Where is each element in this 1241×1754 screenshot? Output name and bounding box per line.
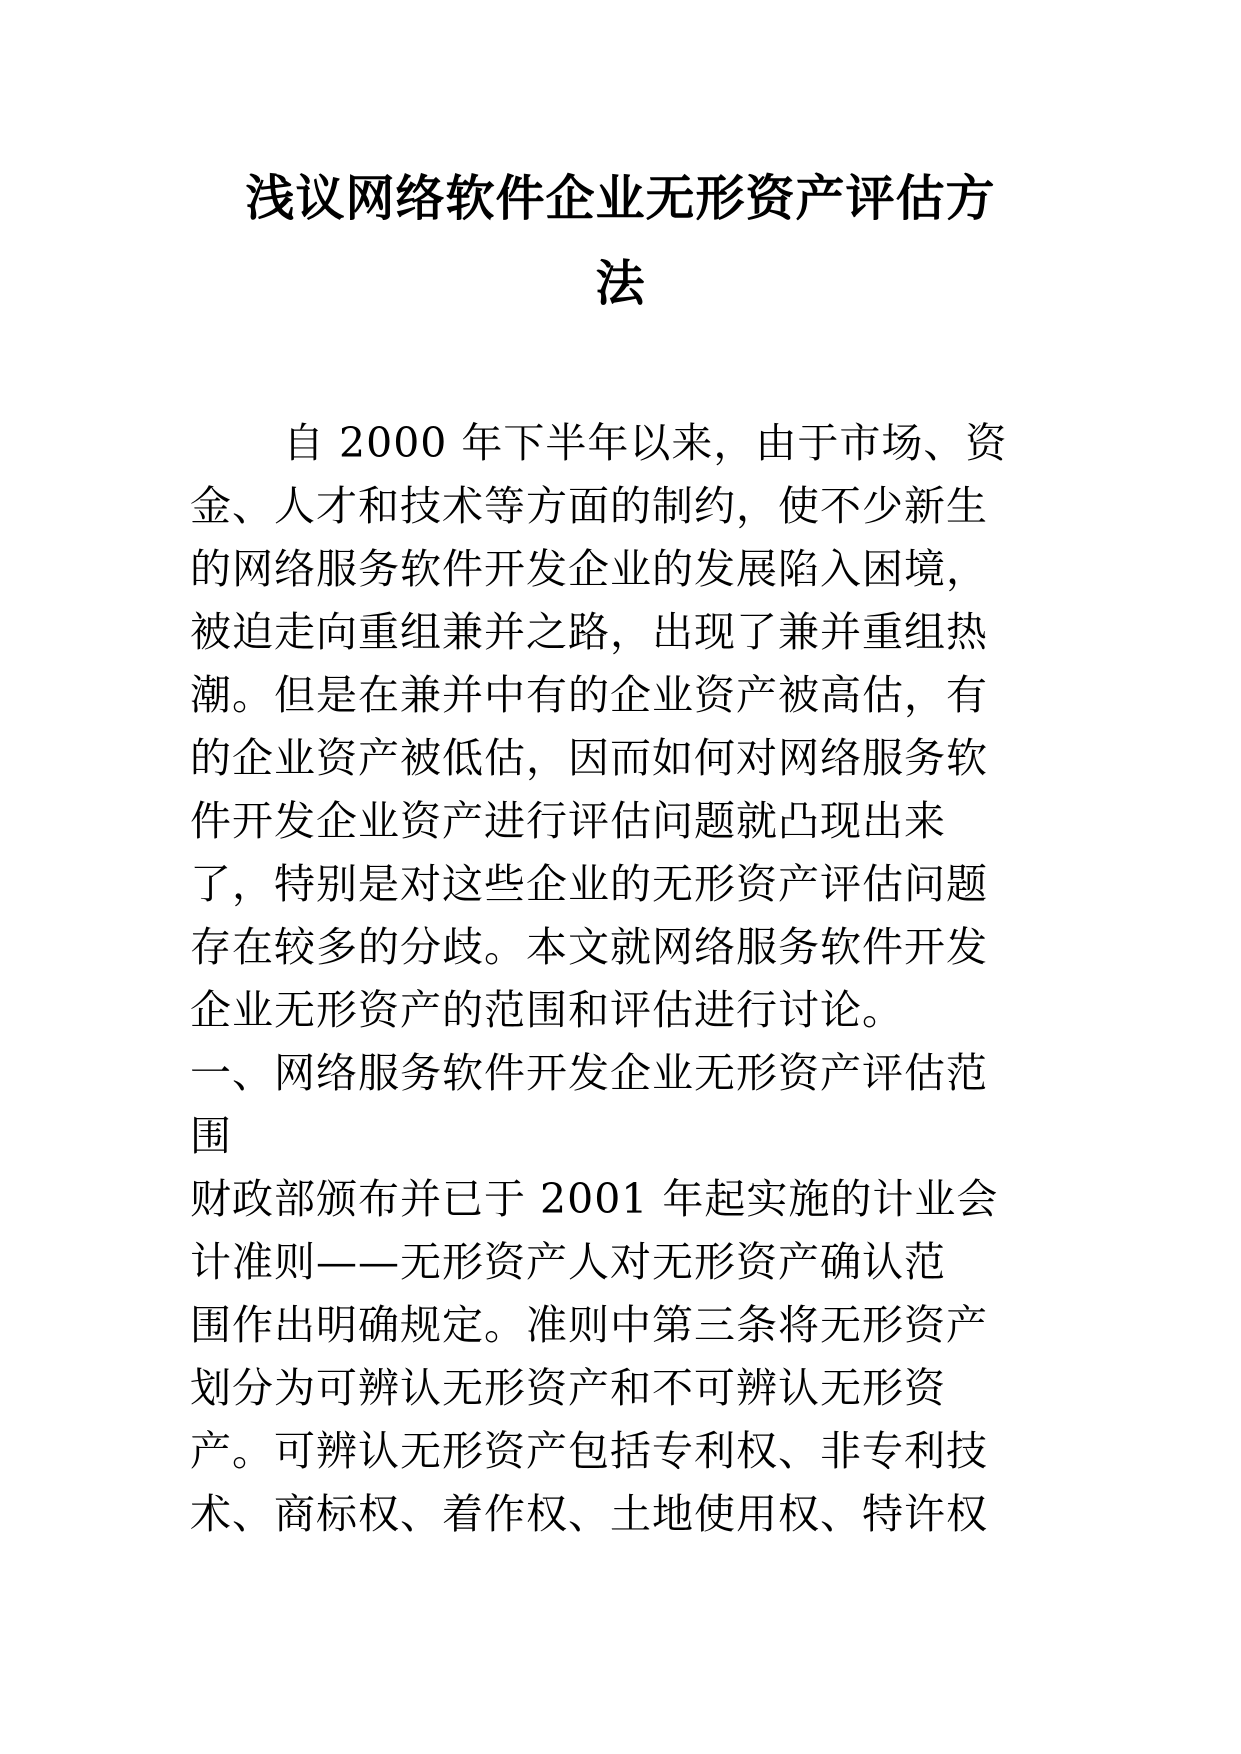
paragraph-line: 企业无形资产的范围和评估进行讨论。 bbox=[190, 986, 904, 1034]
paragraph-line: 被迫走向重组兼并之路，出现了兼并重组热 bbox=[190, 608, 988, 656]
paragraph-line: 的企业资产被低估，因而如何对网络服务软 bbox=[190, 734, 988, 782]
paragraph-line: 术、商标权、着作权、土地使用权、特许权 bbox=[190, 1490, 988, 1538]
title-line: 浅议网络软件企业无形资产评估方 bbox=[245, 170, 996, 227]
paragraph-line: 金、人才和技术等方面的制约，使不少新生 bbox=[190, 482, 988, 530]
paragraph-line: 产。可辨认无形资产包括专利权、非专利技 bbox=[190, 1427, 988, 1475]
title-line: 法 bbox=[595, 255, 646, 312]
paragraph-line: 围作出明确规定。准则中第三条将无形资产 bbox=[190, 1301, 988, 1349]
paragraph-line: 存在较多的分歧。本文就网络服务软件开发 bbox=[190, 923, 988, 971]
paragraph-line: 自 2000 年下半年以来，由于市场、资 bbox=[283, 419, 1008, 467]
paragraph-line: 财政部颁布并已于 2001 年起实施的计业会 bbox=[190, 1175, 999, 1223]
paragraph-line: 了，特别是对这些企业的无形资产评估问题 bbox=[190, 860, 988, 908]
paragraph-line: 潮。但是在兼并中有的企业资产被高估，有 bbox=[190, 671, 988, 719]
paragraph-line: 划分为可辨认无形资产和不可辨认无形资 bbox=[190, 1364, 946, 1412]
section-heading-line: 一、网络服务软件开发企业无形资产评估范 bbox=[190, 1049, 988, 1097]
paragraph-line: 的网络服务软件开发企业的发展陷入困境， bbox=[190, 545, 988, 593]
section-heading-line: 围 bbox=[190, 1112, 232, 1160]
paragraph-line: 件开发企业资产进行评估问题就凸现出来 bbox=[190, 797, 946, 845]
document-title bbox=[150, 156, 1091, 326]
paragraph-line: 计准则——无形资产人对无形资产确认范 bbox=[190, 1238, 946, 1286]
document-body bbox=[190, 412, 1090, 1546]
